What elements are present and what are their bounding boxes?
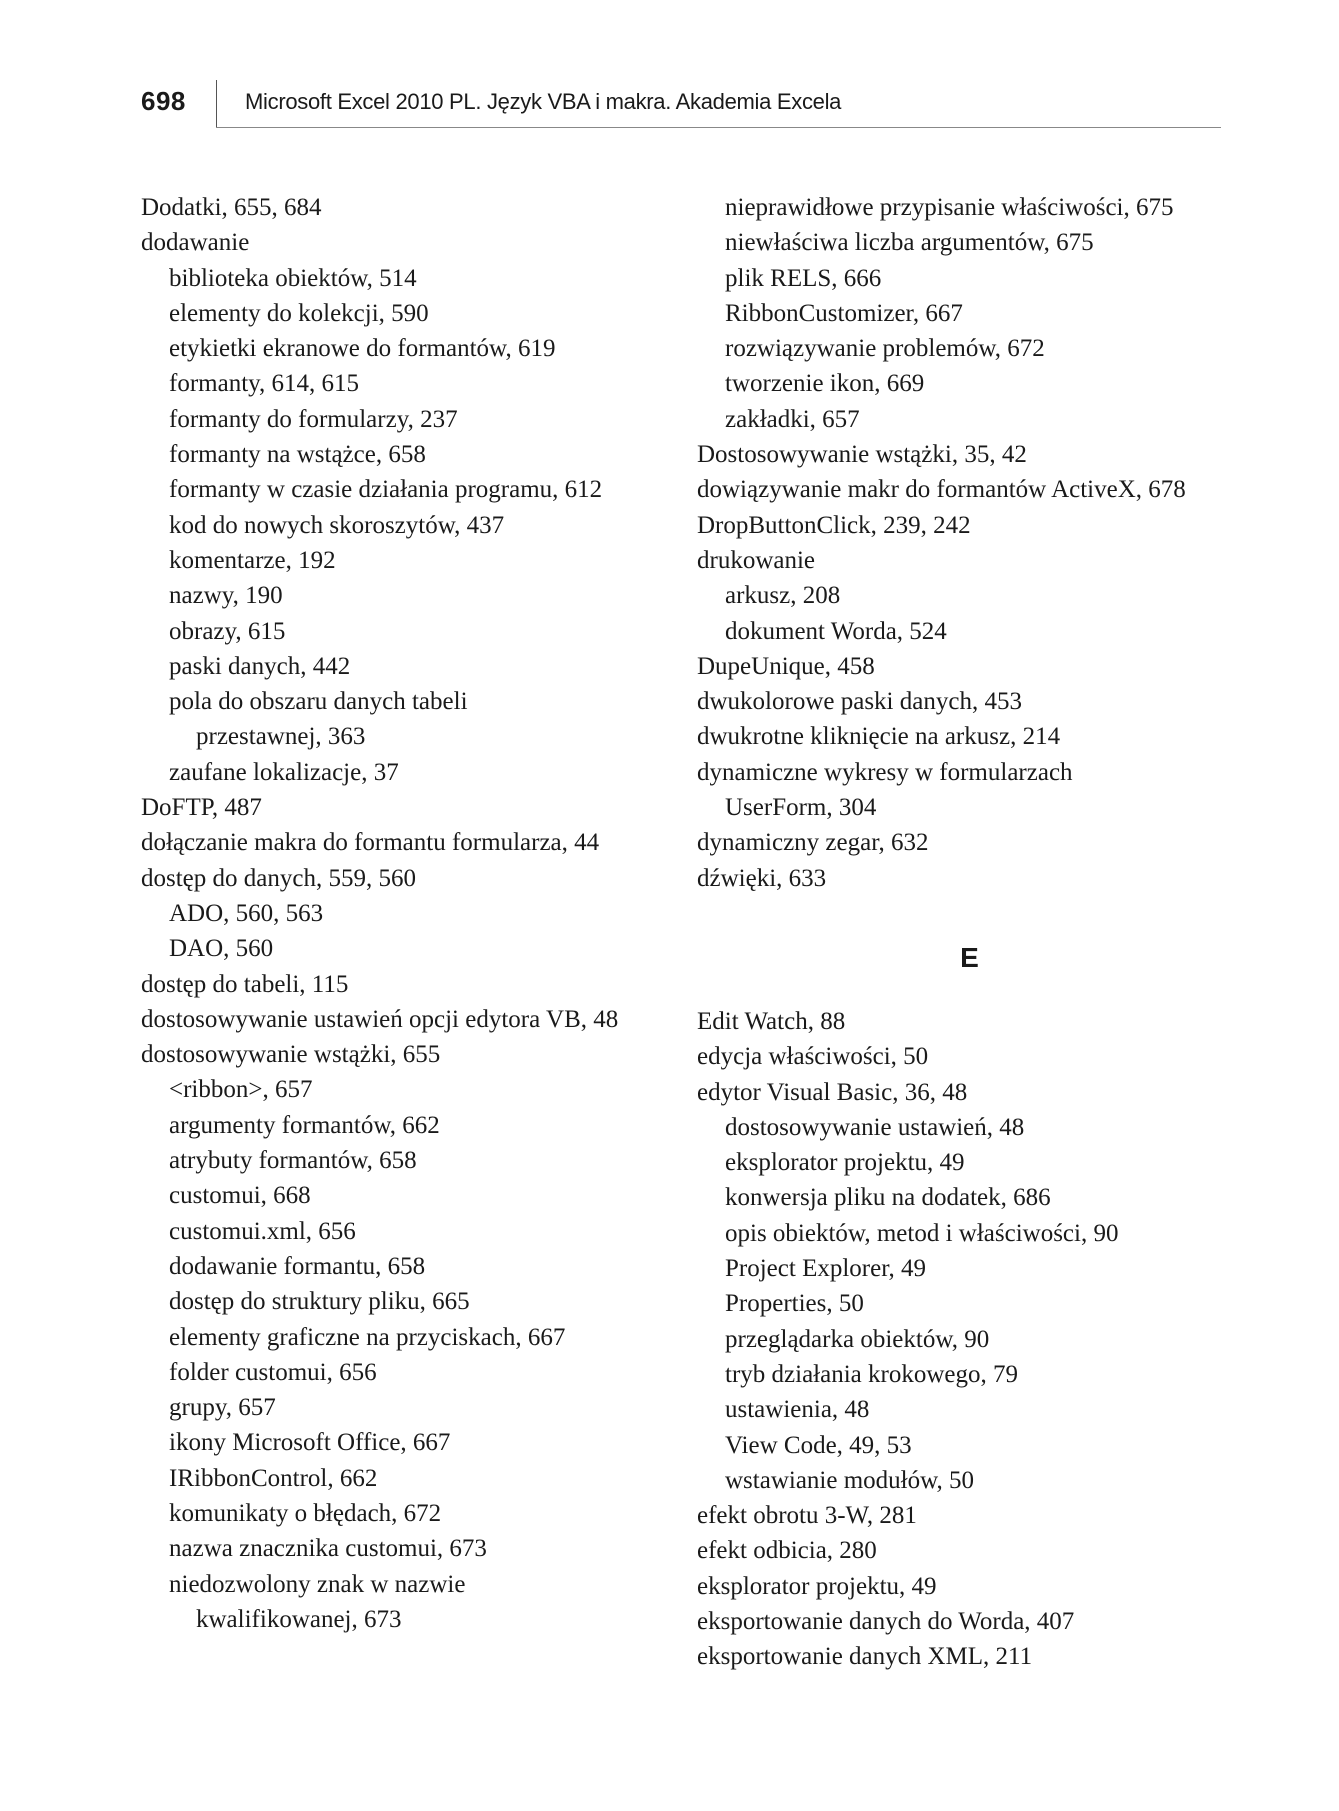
index-entry: dowiązywanie makr do formantów ActiveX, 678 [697,476,1186,504]
index-entry: View Code, 49, 53 [725,1431,912,1459]
index-entry: kod do nowych skoroszytów, 437 [169,511,505,539]
index-entry: formanty na wstążce, 658 [169,441,426,469]
index-entry: ikony Microsoft Office, 667 [169,1429,451,1457]
index-entry: eksplorator projektu, 49 [697,1572,937,1600]
index-entry: eksportowanie danych do Worda, 407 [697,1607,1075,1635]
index-column-right [697,190,1242,1675]
index-entry: pola do obszaru danych tabeli [169,688,468,716]
index-entry: Dostosowywanie wstążki, 35, 42 [697,441,1027,469]
index-entry: eksportowanie danych XML, 211 [697,1643,1033,1671]
index-entry: argumenty formantów, 662 [169,1111,440,1139]
index-entry: opis obiektów, metod i właściwości, 90 [725,1219,1119,1247]
index-entry: eksplorator projektu, 49 [725,1149,965,1177]
index-entry: wstawianie modułów, 50 [725,1466,975,1494]
index-entry: paski danych, 442 [169,652,351,680]
header-rule [216,127,1221,128]
index-entry: dołączanie makra do formantu formularza, 44 [141,829,600,857]
index-entry: kwalifikowanej, 673 [196,1605,402,1633]
index-entry: tryb działania krokowego, 79 [725,1360,1018,1388]
index-entry: plik RELS, 666 [725,264,882,292]
index-entry: Project Explorer, 49 [725,1255,927,1283]
index-entry: rozwiązywanie problemów, 672 [725,335,1045,363]
index-entry: zaufane lokalizacje, 37 [169,758,399,786]
index-entry: efekt obrotu 3-W, 281 [697,1502,917,1530]
index-entry: <ribbon>, 657 [169,1076,313,1104]
page-header [141,80,1221,128]
index-entry: DAO, 560 [169,935,274,963]
index-entries-d-continued [697,190,1242,896]
index-entry: ustawienia, 48 [725,1396,870,1424]
index-entry: dodawanie [141,229,250,257]
index-entry: edycja właściwości, 50 [697,1043,929,1071]
index-entry: nazwy, 190 [169,582,283,610]
index-entry: nazwa znacznika customui, 673 [169,1535,487,1563]
index-entry: DropButtonClick, 239, 242 [697,511,971,539]
header-divider [216,80,217,128]
index-entry: elementy graficzne na przyciskach, 667 [169,1323,566,1351]
index-entry: dostęp do danych, 559, 560 [141,864,416,892]
index-entry: UserForm, 304 [725,794,877,822]
index-entry: formanty, 614, 615 [169,370,360,398]
index-entry: dostęp do struktury pliku, 665 [169,1288,470,1316]
index-entry: zakładki, 657 [725,405,860,433]
index-entry: biblioteka obiektów, 514 [169,264,417,292]
index-entry: komentarze, 192 [169,546,336,574]
index-entry: tworzenie ikon, 669 [725,370,925,398]
index-entry: atrybuty formantów, 658 [169,1147,417,1175]
index-entry: edytor Visual Basic, 36, 48 [697,1078,968,1106]
index-entry: folder customui, 656 [169,1358,377,1386]
index-entry: przestawnej, 363 [196,723,366,751]
index-entry: dostosowywanie wstążki, 655 [141,1041,441,1069]
index-entry: dodawanie formantu, 658 [169,1252,426,1280]
index-entry: dynamiczne wykresy w formularzach [697,758,1073,786]
index-entry: dwukrotne kliknięcie na arkusz, 214 [697,723,1061,751]
index-entry: dostęp do tabeli, 115 [141,970,349,998]
index-entry: dynamiczny zegar, 632 [697,829,929,857]
index-entry: obrazy, 615 [169,617,286,645]
index-entry: dostosowywanie ustawień opcji edytora VB, 48 [141,1005,619,1033]
index-entry: ADO, 560, 563 [169,899,324,927]
index-entry: formanty do formularzy, 237 [169,405,458,433]
index-entry: RibbonCustomizer, 667 [725,299,963,327]
index-entry: niedozwolony znak w nazwie [169,1570,466,1598]
index-entries-e [697,1004,1242,1675]
index-entry: dokument Worda, 524 [725,617,947,645]
index-entry: dostosowywanie ustawień, 48 [725,1113,1025,1141]
index-entry: dźwięki, 633 [697,864,827,892]
index-entry: etykietki ekranowe do formantów, 619 [169,335,556,363]
index-entry: customui.xml, 656 [169,1217,356,1245]
index-entry: DoFTP, 487 [141,794,262,822]
index-entry: konwersja pliku na dodatek, 686 [725,1184,1051,1212]
index-entry: nieprawidłowe przypisanie właściwości, 675 [725,194,1174,221]
index-entry: DupeUnique, 458 [697,652,875,680]
index-entry: IRibbonControl, 662 [169,1464,378,1492]
index-entry: Dodatki, 655, 684 [141,194,322,221]
index-entry: dwukolorowe paski danych, 453 [697,688,1022,716]
index-entry: customui, 668 [169,1182,311,1210]
index-entry: efekt odbicia, 280 [697,1537,877,1565]
index-column-left [141,190,681,1637]
section-letter-heading: E [960,941,979,973]
index-entry: Edit Watch, 88 [697,1007,846,1035]
index-entry: komunikaty o błędach, 672 [169,1499,442,1527]
index-entry: formanty w czasie działania programu, 612 [169,476,603,504]
index-entry: drukowanie [697,546,816,574]
index-entry: przeglądarka obiektów, 90 [725,1325,990,1353]
index-entry: Properties, 50 [725,1290,864,1318]
page-number: 698 [141,86,186,116]
index-entry: arkusz, 208 [725,582,841,610]
index-entry: niewłaściwa liczba argumentów, 675 [725,229,1094,257]
index-entry: elementy do kolekcji, 590 [169,299,429,327]
running-title: Microsoft Excel 2010 PL. Język VBA i makra. Akademia Excela [245,89,842,114]
index-entry: grupy, 657 [169,1394,276,1422]
